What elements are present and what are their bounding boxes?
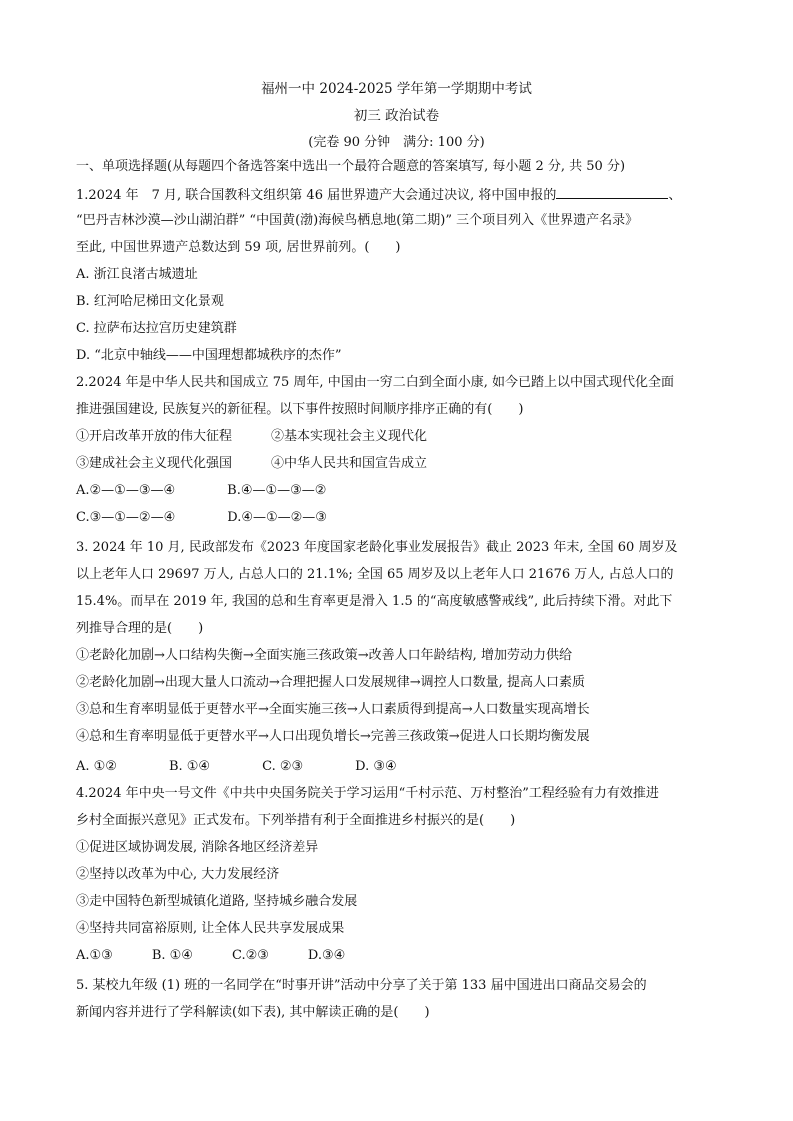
text-line [76, 812, 515, 830]
text-line-content: 列推导合理的是( ) [76, 621, 204, 636]
text-line-content: ④总和生育率明显低于更替水平→人口出现负增长→完善三孩政策→促进人口长期均衡发展 [76, 729, 590, 744]
text-line [76, 785, 659, 803]
text-line [76, 674, 585, 692]
text-line-content: B. 红河哈尼梯田文化景观 [76, 294, 224, 309]
text-line-content: D. “北京中轴线——中国理想都城秩序的杰作” [76, 348, 342, 363]
text-line-content: A. ①② B. ①④ C. ②③ D. ③④ [76, 759, 397, 774]
text-line-content: ②老龄化加剧→出现大量人口流动→合理把握人口发展规律→调控人口数量, 提高人口素质 [76, 675, 585, 690]
text-line [76, 947, 345, 965]
text-line [76, 728, 590, 746]
text-line [76, 893, 357, 911]
text-line-content: 3. 2024 年 10 月, 民政部发布《2023 年度国家老龄化事业发展报告》截止 2023 年末, 全国 60 周岁及 [76, 540, 678, 555]
text-line-content: 4.2024 年中央一号文件《中共中央国务院关于学习运用“千村示范、万村整治”工程经验有力有效推进 [76, 786, 659, 801]
text-line [76, 374, 674, 392]
text-line [76, 566, 674, 584]
text-line-content: A. 浙江良渚古城遗址 [76, 267, 198, 282]
exam-info: (完卷 90 分钟 满分: 100 分) [308, 135, 485, 150]
text-line [76, 320, 237, 338]
text-line-suffix: 、 [668, 188, 682, 203]
text-line-content: ③总和生育率明显低于更替水平→全面实施三孩→人口素质得到提高→人口数量实现高增长 [76, 702, 590, 717]
text-line [76, 539, 677, 557]
text-line-content: 15.4%。而早在 2019 年, 我国的总和生育率更是滑入 1.5 的“高度敏感警戒线”, 此后持续下滑。对此下 [76, 594, 673, 609]
text-line [76, 239, 400, 257]
text-line-content: 推进强国建设, 民族复兴的新征程。以下事件按照时间顺序排序正确的有( ) [76, 402, 524, 417]
text-line [76, 509, 327, 527]
text-line [76, 839, 318, 857]
text-line-content: 1.2024 年 7 月, 联合国教科文组织第 46 届世界遗产大会通过决议, 将中国申报的 [76, 188, 557, 203]
text-line [76, 620, 203, 638]
text-line [76, 455, 427, 473]
text-line [76, 185, 681, 205]
text-line [76, 758, 397, 776]
text-line-content: 乡村全面振兴意见》正式发布。下列举措有利于全面推进乡村振兴的是( ) [76, 813, 516, 828]
text-line-content: 一、单项选择题(从每题四个备选答案中选出一个最符合题意的答案填写, 每小题 2 分, 共 50 分) [76, 159, 626, 174]
text-line-content: ①开启改革开放的伟大征程 ②基本实现社会主义现代化 [76, 429, 428, 444]
text-line-content: A.②—①—③—④ B.④—①—③—② [76, 483, 327, 498]
text-line-content: 2.2024 年是中华人民共和国成立 75 周年, 中国由一穷二白到全面小康, 如今已踏上以中国式现代化全面 [76, 375, 674, 390]
text-line [76, 866, 279, 884]
text-line [76, 593, 672, 611]
text-line [76, 347, 342, 365]
text-line-content: ②坚持以改革为中心, 大力发展经济 [76, 867, 280, 882]
text-line-content: 以上老年人口 29697 万人, 占总人口的 21.1%; 全国 65 周岁及以上老年人口 21676 万人, 占总人口的 [76, 567, 674, 582]
text-line [76, 158, 625, 176]
text-line [76, 428, 427, 446]
text-line [76, 212, 638, 230]
text-line [76, 482, 326, 500]
exam-title: 福州一中 2024-2025 学年第一学期期中考试 [261, 81, 532, 97]
answer-blank [556, 185, 668, 199]
text-line-content: 至此, 中国世界遗产总数达到 59 项, 居世界前列。( ) [76, 240, 401, 255]
text-line [76, 266, 198, 284]
exam-subtitle: 初三 政治试卷 [353, 108, 440, 124]
text-line [76, 1004, 430, 1022]
text-line [76, 701, 590, 719]
text-line [76, 293, 224, 311]
text-line-content: “巴丹吉林沙漠—沙山湖泊群” “中国黄(渤)海候鸟栖息地(第二期)” 三个项目列入《世界遗产名录》 [76, 213, 639, 228]
text-line [76, 977, 647, 995]
text-line-content: A.①③ B. ①④ C.②③ D.③④ [76, 948, 346, 963]
text-line-content: ①老龄化加剧→人口结构失衡→全面实施三孩政策→改善人口年龄结构, 增加劳动力供给 [76, 648, 572, 663]
text-line-content: C. 拉萨布达拉宫历史建筑群 [76, 321, 237, 336]
text-line-content: C.③—①—②—④ D.④—①—②—③ [76, 510, 327, 525]
text-line-content: 5. 某校九年级 (1) 班的一名同学在“时事开讲”活动中分享了关于第 133 届中国进出口商品交易会的 [76, 978, 647, 993]
text-line-content: ③建成社会主义现代化强国 ④中华人民共和国宣告成立 [76, 456, 428, 471]
text-line [76, 401, 523, 419]
text-line-content: ①促进区域协调发展, 消除各地区经济差异 [76, 840, 319, 855]
text-line-content: ④坚持共同富裕原则, 让全体人民共享发展成果 [76, 921, 345, 936]
text-line-content: ③走中国特色新型城镇化道路, 坚持城乡融合发展 [76, 894, 358, 909]
text-line [76, 647, 572, 665]
text-line-content: 新闻内容并进行了学科解读(如下表), 其中解读正确的是( ) [76, 1005, 430, 1020]
text-line [76, 920, 344, 938]
